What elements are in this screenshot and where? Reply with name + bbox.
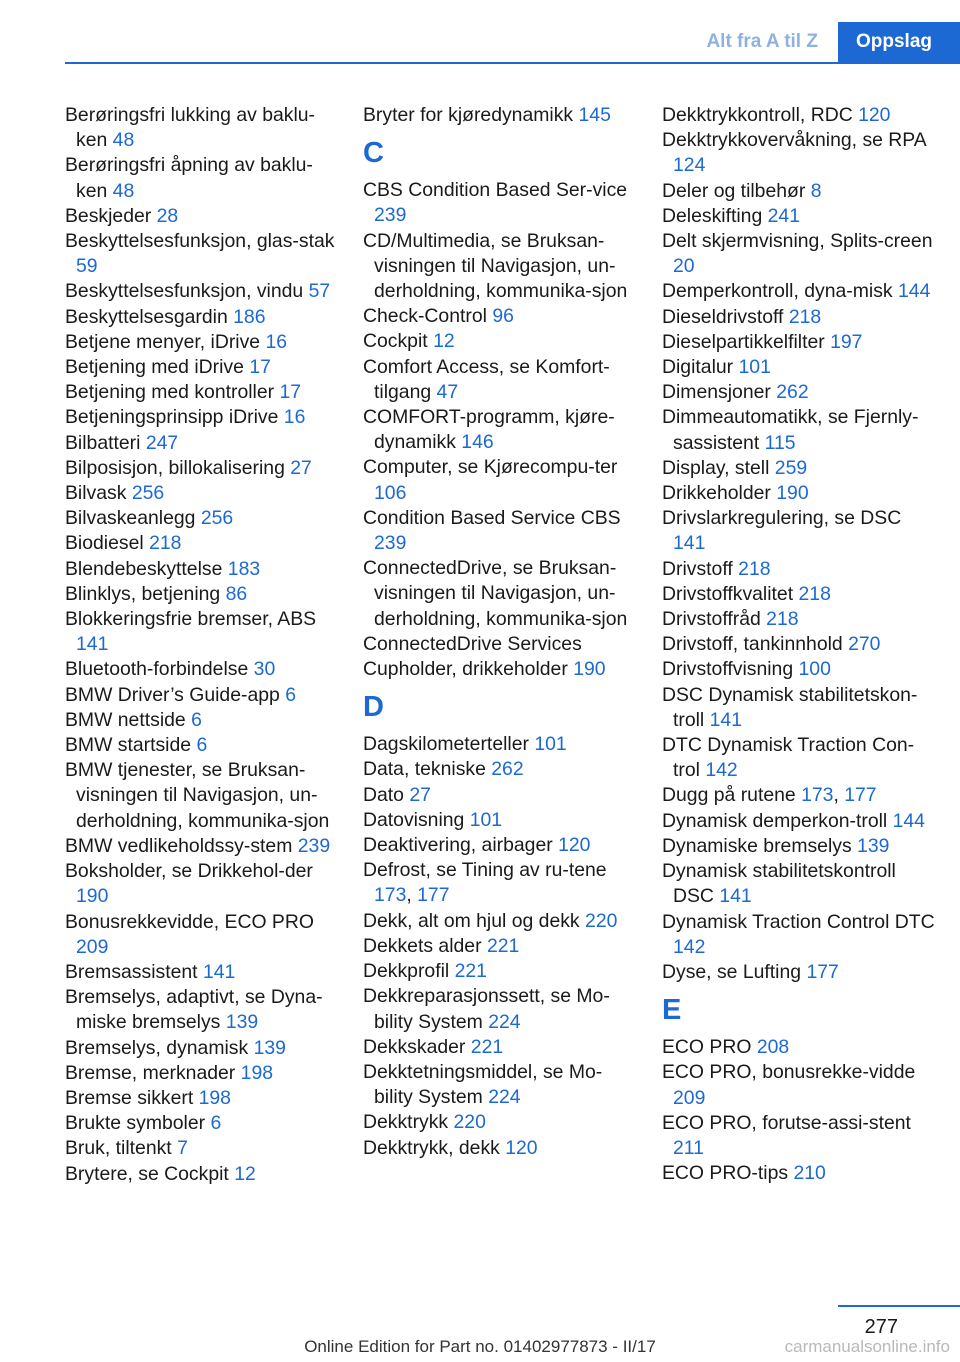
index-entry-term: Dekkets alder	[363, 934, 482, 957]
index-entry-term: Dyse, se Lufting	[662, 960, 802, 983]
index-entry	[363, 657, 638, 682]
page-reference-link[interactable]: 47	[436, 380, 459, 403]
page-reference-link[interactable]: 224	[488, 1010, 521, 1033]
page-reference-link[interactable]: 101	[469, 808, 503, 831]
page-reference-link[interactable]: 6	[196, 734, 208, 757]
index-entry	[65, 657, 335, 682]
index-entry	[662, 103, 937, 128]
page-reference-link[interactable]: 239	[374, 532, 407, 555]
index-entry-term: Dekktrykkovervåkning, se RPA	[662, 129, 926, 152]
page-reference-link[interactable]: 86	[225, 582, 248, 605]
index-entry	[65, 380, 335, 405]
index-entry	[65, 405, 335, 430]
page-reference-link[interactable]: 57	[308, 280, 331, 303]
index-entry	[363, 732, 638, 757]
index-entry-term: Bilposisjon, billokalisering	[65, 456, 285, 479]
index-entry-term: DTC Dynamisk Traction Con-trol	[662, 734, 915, 782]
index-entry-term: Deaktivering, airbager	[363, 834, 553, 857]
page-reference-link[interactable]: 218	[149, 532, 182, 555]
index-entry-term: Betjening med kontroller	[65, 381, 275, 404]
index-entry	[65, 859, 335, 909]
page-reference-link[interactable]: 139	[253, 1036, 286, 1059]
page-reference-link[interactable]: 239	[374, 204, 407, 227]
page-reference-link[interactable]: 220	[453, 1111, 486, 1134]
page-reference-link[interactable]: 8	[810, 179, 822, 202]
index-entry: Dugg på rutene 173, 177	[662, 784, 877, 807]
page-reference-link[interactable]: 144	[892, 809, 925, 832]
index-entry	[65, 733, 335, 758]
index-entry-term: Bryter for kjøredynamikk	[363, 104, 574, 126]
index-entry-term: Condition Based Service CBS	[363, 506, 621, 529]
index-entry	[662, 607, 937, 632]
index-entry-term: Berøringsfri åpning av baklu-ken	[65, 154, 313, 202]
index-entry	[65, 431, 335, 456]
index-entry	[662, 960, 937, 985]
page-reference-link[interactable]: 48	[112, 179, 135, 202]
page-reference-link[interactable]: 146	[461, 431, 494, 454]
index-entry	[662, 657, 937, 682]
index-entry	[65, 330, 335, 355]
index-entry	[65, 103, 335, 153]
index-entry-term: BMW nettside	[65, 708, 186, 731]
page-reference-link[interactable]: 211	[673, 1136, 704, 1159]
header-rule	[65, 62, 960, 64]
page-reference-link[interactable]: 6	[285, 683, 296, 706]
page-reference-link[interactable]: 139	[225, 1011, 259, 1034]
index-entry-term: Bruk, tiltenkt	[65, 1137, 172, 1160]
index-entry-term: ECO PRO, forutse-assi-stent	[662, 1111, 911, 1134]
index-entry-term: Brytere, se Cockpit	[65, 1162, 229, 1185]
index-entry	[662, 330, 937, 355]
index-entry	[662, 204, 937, 229]
index-entry-term: Betjening med iDrive	[65, 356, 244, 379]
index-entry	[363, 833, 638, 858]
index-entry-term: Drivstoff	[662, 557, 733, 580]
index-entry-term: BMW vedlikeholdssy-stem	[65, 834, 293, 857]
index-column-3	[662, 103, 937, 1186]
index-entry	[662, 733, 937, 783]
page-reference-link[interactable]: 177	[417, 884, 450, 907]
index-letter-heading: C	[363, 137, 384, 170]
page-reference-link[interactable]: 209	[76, 935, 109, 958]
index-entry	[65, 531, 335, 556]
index-entry	[662, 834, 937, 859]
page-reference-link[interactable]: 139	[857, 834, 890, 857]
page-reference-link[interactable]: 28	[156, 204, 179, 227]
index-entry	[363, 1035, 638, 1060]
index-entry	[65, 355, 335, 380]
index-entry-term: Betjeningsprinsipp iDrive	[65, 406, 279, 429]
index-entry	[363, 103, 638, 128]
edition-note: Online Edition for Part no. 01402977873 - II/17	[304, 1337, 656, 1356]
index-entry-term: Drivslarkregulering, se DSC	[662, 507, 902, 530]
chapter-tab[interactable]: Oppslag	[838, 22, 960, 62]
index-entry-term: Drivstoffråd	[662, 608, 761, 631]
page-reference-link[interactable]: 209	[673, 1086, 706, 1109]
page-reference-link[interactable]: 220	[585, 909, 618, 932]
index-entry-term: Beskyttelsesfunksjon, glas-stak	[65, 230, 335, 253]
page-reference-link[interactable]: 124	[673, 154, 706, 177]
index-entry-term: Dieselpartikkelfilter	[662, 330, 825, 353]
index-entry	[363, 1136, 638, 1161]
page-reference-link[interactable]: 173	[801, 784, 834, 807]
index-entry-term: Drivstoffvisning	[662, 658, 794, 681]
index-entry	[65, 683, 335, 708]
page-reference-link[interactable]: 16	[283, 406, 306, 429]
index-entry	[363, 757, 638, 782]
index-entry	[662, 557, 937, 582]
page-reference-link[interactable]: 256	[200, 507, 234, 530]
index-entry	[662, 380, 937, 405]
index-entry-term: Beskjeder	[65, 204, 152, 227]
index-entry-term: Dagskilometerteller	[363, 733, 529, 756]
index-entry	[65, 910, 335, 960]
index-entry-term: Berøringsfri lukking av baklu-ken	[65, 104, 316, 152]
index-entry	[363, 304, 638, 329]
page-reference-link[interactable]: 177	[844, 784, 877, 807]
index-entry	[65, 557, 335, 582]
index-entry	[65, 582, 335, 607]
index-entry-term: Beskyttelsesfunksjon, vindu	[65, 280, 304, 303]
index-entry	[363, 632, 638, 657]
page-reference-link[interactable]: 259	[774, 456, 808, 479]
page-reference-link[interactable]: 7	[177, 1137, 188, 1160]
page-reference-link[interactable]: 198	[240, 1061, 274, 1084]
index-entry-term: Dynamisk stabilitetskontroll DSC	[662, 860, 896, 908]
index-entry-term: Dekk, alt om hjul og dekk	[363, 909, 580, 932]
page-reference-link[interactable]: 247	[145, 431, 179, 454]
index-entry-term: Dimensjoner	[662, 381, 771, 404]
index-entry-term: Dekkskader	[363, 1035, 466, 1058]
page-reference-link[interactable]: 120	[505, 1136, 538, 1159]
index-entry	[662, 1161, 937, 1186]
page-reference-link[interactable]: 221	[486, 934, 520, 957]
index-entry-term: ECO PRO, bonusrekke-vidde	[662, 1061, 916, 1084]
index-entry-term: Bremse sikkert	[65, 1086, 194, 1109]
index-entry	[65, 279, 335, 304]
page-reference-link[interactable]: 27	[290, 456, 312, 479]
page-reference-link[interactable]: 218	[738, 557, 771, 580]
page-reference-link[interactable]: 224	[488, 1086, 521, 1109]
index-entry-term: Dynamiske bremselys	[662, 834, 852, 857]
page-reference-link[interactable]: 256	[131, 482, 165, 505]
index-entry	[363, 178, 638, 228]
index-entry-term: Bremsassistent	[65, 960, 198, 983]
index-entry	[363, 229, 638, 305]
index-entry-term: Dekktrykkontroll, RDC	[662, 104, 853, 126]
page-reference-link[interactable]: 100	[798, 658, 831, 681]
page-reference-link[interactable]: 17	[249, 356, 271, 379]
index-letter-heading: E	[662, 994, 682, 1027]
index-entry-term: Bremselys, adaptivt, se Dyna-miske bremselys	[65, 986, 323, 1034]
index-entry	[363, 808, 638, 833]
index-entry	[363, 909, 638, 934]
index-entry-term: Brukte symboler	[65, 1112, 206, 1135]
index-entry-term: CD/Multimedia, se Bruksan-visningen til Navigasjon, un-derholdning, kommunika-sjon	[363, 229, 628, 303]
page-reference-link[interactable]: 120	[558, 834, 591, 857]
page-reference-link[interactable]: 20	[673, 255, 695, 278]
index-entry	[65, 456, 335, 481]
index-entry	[363, 329, 638, 354]
index-entry-term: Deler og tilbehør	[662, 179, 806, 202]
index-entry	[662, 632, 937, 657]
index-entry-term: Dekktrykk, dekk	[363, 1136, 500, 1159]
page-reference-link[interactable]: 142	[673, 935, 706, 958]
page-reference-link[interactable]: 221	[454, 960, 487, 983]
index-entry-term: Dieseldrivstoff	[662, 305, 784, 328]
index-entry-term: Drikkeholder	[662, 482, 771, 505]
index-entry	[662, 809, 937, 834]
index-entry-term: Dekktrykk	[363, 1111, 449, 1134]
index-entry-term: Betjene menyer, iDrive	[65, 330, 261, 353]
index-entry	[363, 506, 638, 556]
index-entry-term: BMW tjenester, se Bruksan-visningen til Navigasjon, un-derholdning, kommunika-sjon	[65, 759, 330, 832]
page-reference-link[interactable]: 101	[738, 356, 771, 379]
index-entry	[363, 934, 638, 959]
page-reference-link[interactable]: 262	[491, 758, 524, 781]
page-reference-link[interactable]: 106	[374, 481, 407, 504]
index-entry	[65, 1136, 335, 1161]
page-reference-link[interactable]: 12	[234, 1162, 256, 1185]
page-reference-link[interactable]: 177	[806, 960, 839, 983]
index-entry	[363, 783, 638, 808]
index-entry	[662, 405, 937, 455]
index-entry-term: Demperkontroll, dyna-misk	[662, 280, 893, 303]
page-reference-link[interactable]: 218	[798, 582, 831, 605]
index-entry-term: Deleskifting	[662, 204, 763, 227]
index-entry-term: Check-Control	[363, 305, 487, 328]
page-reference-link[interactable]: 17	[279, 381, 302, 404]
index-entry	[65, 1061, 335, 1086]
index-entry-term: Comfort Access, se Komfort-tilgang	[363, 355, 610, 403]
index-entry	[363, 1060, 638, 1110]
footer-rule	[838, 1305, 960, 1307]
index-entry-term: CBS Condition Based Ser-vice	[363, 179, 628, 202]
index-entry	[65, 834, 335, 859]
page-reference-link[interactable]: 141	[76, 633, 109, 656]
page-reference-link[interactable]: 48	[112, 129, 135, 152]
index-entry	[662, 582, 937, 607]
index-entry-term: ECO PRO-tips	[662, 1162, 789, 1185]
index-entry-term: Cupholder, drikkeholder	[363, 658, 568, 681]
index-entry	[65, 960, 335, 985]
index-entry	[662, 128, 937, 178]
index-entry	[363, 959, 638, 984]
index-entry	[65, 1086, 335, 1111]
index-entry-term: ConnectedDrive, se Bruksan-visningen til Navigasjon, un-derholdning, kommunika-sjon	[363, 557, 628, 630]
index-entry-term: Defrost, se Tining av ru-tene	[363, 859, 607, 882]
page-reference-link[interactable]: 6	[191, 708, 202, 731]
page-reference-link[interactable]: 12	[433, 330, 455, 353]
index-entry	[662, 279, 937, 304]
page-reference-link[interactable]: 218	[788, 305, 822, 328]
index-entry-term: Delt skjermvisning, Splits-creen	[662, 230, 933, 253]
index-entry	[662, 859, 937, 909]
index-entry	[65, 506, 335, 531]
index-entry	[662, 1060, 937, 1110]
page-reference-link[interactable]: 59	[76, 255, 98, 278]
page-reference-link[interactable]: 27	[409, 783, 431, 806]
index-entry-term: ConnectedDrive Services	[363, 632, 582, 655]
index-entry	[363, 556, 638, 632]
index-entry	[662, 456, 937, 481]
page-reference-link[interactable]: 6	[210, 1112, 222, 1135]
index-entry-term: Dynamisk demperkon-troll	[662, 809, 888, 832]
index-entry-term: Drivstoffkvalitet	[662, 582, 794, 605]
index-entry	[65, 481, 335, 506]
index-entry	[65, 758, 335, 834]
index-entry-term: Bilbatteri	[65, 431, 141, 454]
index-entry	[363, 355, 638, 405]
index-entry-term: Bluetooth-forbindelse	[65, 658, 249, 681]
index-entry-term: Bilvask	[65, 482, 127, 505]
index-entry-term: BMW startside	[65, 734, 192, 757]
index-entry	[363, 1110, 638, 1135]
index-entry-term: Beskyttelsesgardin	[65, 305, 228, 328]
index-entry	[65, 985, 335, 1035]
page-reference-link[interactable]: 141	[709, 708, 742, 731]
index-entry	[363, 455, 638, 505]
index-entry	[662, 305, 937, 330]
page-reference-link[interactable]: 198	[198, 1086, 231, 1109]
index-entry-term: Dekkreparasjonssett, se Mo-bility System	[363, 985, 610, 1033]
page-reference-link[interactable]: 270	[848, 633, 881, 656]
index-entry	[65, 153, 335, 203]
index-entry-term: Dimmeautomatikk, se Fjernly-sassistent	[662, 406, 919, 454]
page-reference-link[interactable]: 96	[492, 305, 514, 328]
index-entry-term: Cockpit	[363, 330, 428, 353]
page-reference-link[interactable]: 262	[776, 381, 809, 404]
index-entry	[662, 1035, 937, 1060]
page-reference-link[interactable]: 120	[858, 104, 891, 126]
index-entry-term: DSC Dynamisk stabilitetskon-troll	[662, 683, 918, 731]
page-reference-link[interactable]: 190	[76, 885, 109, 908]
index-entry-term: Dekktetningsmiddel, se Mo-bility System	[363, 1060, 603, 1109]
index-entry	[662, 506, 937, 556]
index-column-2	[363, 103, 638, 1161]
index-entry-term: Drivstoff, tankinnhold	[662, 633, 843, 656]
index-entry-term: Biodiesel	[65, 532, 144, 555]
index-entry-term: Bremse, merknader	[65, 1061, 236, 1084]
index-entry	[363, 405, 638, 455]
index-entry	[65, 607, 335, 657]
section-tab[interactable]: Alt fra A til Z	[686, 22, 838, 62]
index-entry	[65, 1162, 335, 1187]
page-reference-link[interactable]: 115	[764, 431, 796, 454]
index-entry	[662, 229, 937, 279]
page-reference-link[interactable]: 197	[830, 330, 863, 353]
index-entry-term: COMFORT-programm, kjøre-dynamikk	[363, 406, 615, 454]
index-entry-term: Bilvaskeanlegg	[65, 507, 196, 530]
index-entry-term: Boksholder, se Drikkehol-der	[65, 860, 313, 883]
page-reference-link[interactable]: 30	[253, 658, 276, 681]
page-reference-link[interactable]: 145	[578, 104, 611, 126]
index-entry	[65, 1111, 335, 1136]
index-entry	[662, 1111, 937, 1161]
index-entry	[662, 179, 937, 204]
page-reference-link[interactable]: 186	[233, 305, 266, 328]
page-reference-link[interactable]: 218	[766, 608, 799, 631]
page-reference-link[interactable]: 190	[573, 658, 606, 681]
page-reference-link[interactable]: 239	[297, 834, 331, 857]
page-number: 277	[864, 1316, 898, 1338]
index-entry-term: Blinklys, betjening	[65, 582, 221, 605]
index-entry	[662, 683, 937, 733]
page-reference-link[interactable]: 173	[374, 884, 407, 907]
index-entry-term: Datovisning	[363, 808, 465, 831]
index-entry-term: BMW Driver’s Guide-app	[65, 683, 280, 706]
index-entry-term: ECO PRO	[662, 1036, 752, 1059]
index-entry	[65, 305, 335, 330]
index-entry-term: Bonusrekkevidde, ECO PRO	[65, 910, 314, 933]
index-entry-term: Dugg på rutene	[662, 784, 796, 807]
page-reference-link[interactable]: 101	[534, 733, 567, 756]
page-reference-link[interactable]: 141	[673, 532, 706, 555]
page-reference-link[interactable]: 190	[776, 482, 809, 505]
page-reference-link[interactable]: 183	[227, 557, 261, 580]
index-entry-term: Blendebeskyttelse	[65, 557, 223, 580]
page-reference-link[interactable]: 141	[202, 960, 236, 983]
index-entry	[65, 1036, 335, 1061]
index-entry-term: Digitalur	[662, 356, 734, 379]
index-entry-term: Data, tekniske	[363, 758, 486, 781]
index-entry-term: Blokkeringsfrie bremser, ABS	[65, 608, 317, 631]
index-entry	[662, 481, 937, 506]
index-entry	[65, 229, 335, 279]
watermark: carmanualsonline.info	[784, 1337, 950, 1356]
page-reference-link[interactable]: 221	[470, 1035, 504, 1058]
index-entry-term: Dynamisk Traction Control DTC	[662, 910, 935, 933]
index-entry	[65, 204, 335, 229]
header-tabs	[686, 22, 960, 62]
index-entry	[662, 355, 937, 380]
index-entry	[363, 984, 638, 1034]
index-entry-term: Dekkprofil	[363, 960, 450, 983]
page-reference-link[interactable]: 16	[265, 330, 288, 353]
page-reference-link[interactable]: 208	[756, 1036, 790, 1059]
index-entry-term: Display, stell	[662, 456, 770, 479]
index-entry-term: Dato	[363, 783, 404, 806]
page-reference-link[interactable]: 144	[898, 280, 931, 303]
index-column-1	[65, 103, 335, 1187]
index-entry	[662, 910, 937, 960]
page-reference-link[interactable]: 210	[793, 1162, 826, 1185]
page-reference-link[interactable]: 241	[767, 204, 800, 227]
index-entry	[65, 708, 335, 733]
index-letter-heading: D	[363, 691, 384, 724]
page-reference-link[interactable]: 142	[705, 759, 738, 782]
index-entry: Defrost, se Tining av ru-tene 173, 177	[363, 859, 607, 907]
index-entry-term: Bremselys, dynamisk	[65, 1036, 249, 1059]
page-reference-link[interactable]: 141	[719, 885, 752, 908]
index-entry-term: Computer, se Kjørecompu-ter	[363, 456, 618, 479]
